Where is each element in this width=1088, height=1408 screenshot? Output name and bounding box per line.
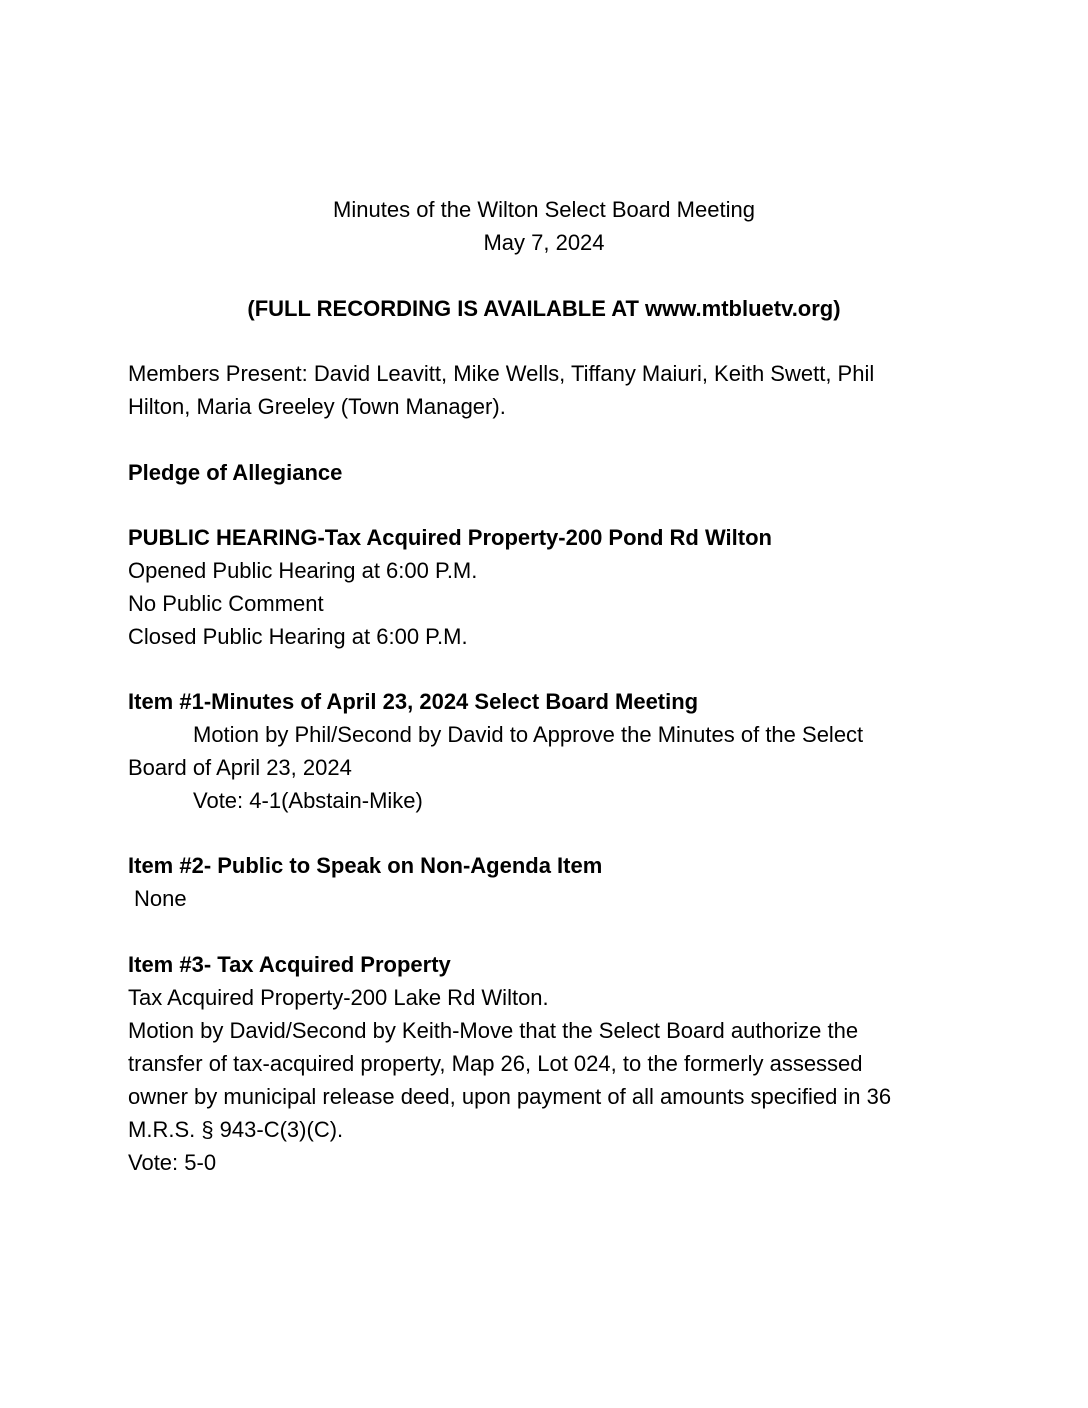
- item3-line: M.R.S. § 943-C(3)(C).: [128, 1117, 344, 1142]
- item3-line: Tax Acquired Property-200 Lake Rd Wilton.: [128, 985, 549, 1010]
- item3-vote: Vote: 5-0: [128, 1150, 217, 1175]
- item2-heading: Item #2- Public to Speak on Non-Agenda Item: [128, 853, 603, 878]
- public-hearing-heading: PUBLIC HEARING-Tax Acquired Property-200 Pond Rd Wilton: [128, 525, 772, 550]
- public-hearing-line: No Public Comment: [128, 591, 324, 616]
- members-present-line-2: Hilton, Maria Greeley (Town Manager).: [128, 394, 506, 419]
- public-hearing-line: Closed Public Hearing at 6:00 P.M.: [128, 624, 468, 649]
- members-present-line-1: Members Present: David Leavitt, Mike Wells, Tiffany Maiuri, Keith Swett, Phil: [128, 361, 875, 386]
- document-title: Minutes of the Wilton Select Board Meeting: [333, 197, 755, 222]
- item3-line: owner by municipal release deed, upon payment of all amounts specified in 36: [128, 1084, 892, 1109]
- item1-vote: Vote: 4-1(Abstain-Mike): [193, 788, 423, 813]
- pledge-heading: Pledge of Allegiance: [128, 460, 343, 485]
- recording-note: (FULL RECORDING IS AVAILABLE AT www.mtbluetv.org): [247, 296, 841, 321]
- item3-line: transfer of tax-acquired property, Map 26, Lot 024, to the formerly assessed: [128, 1051, 863, 1076]
- item3-heading: Item #3- Tax Acquired Property: [128, 952, 451, 977]
- item1-motion-line-2: Board of April 23, 2024: [128, 755, 352, 780]
- item2-body: None: [134, 886, 187, 911]
- public-hearing-line: Opened Public Hearing at 6:00 P.M.: [128, 558, 478, 583]
- item3-line: Motion by David/Second by Keith-Move that the Select Board authorize the: [128, 1018, 859, 1043]
- item1-motion-line-1: Motion by Phil/Second by David to Approve the Minutes of the Select: [193, 722, 864, 747]
- meeting-date: May 7, 2024: [483, 230, 605, 255]
- item1-heading: Item #1-Minutes of April 23, 2024 Select Board Meeting: [128, 689, 699, 714]
